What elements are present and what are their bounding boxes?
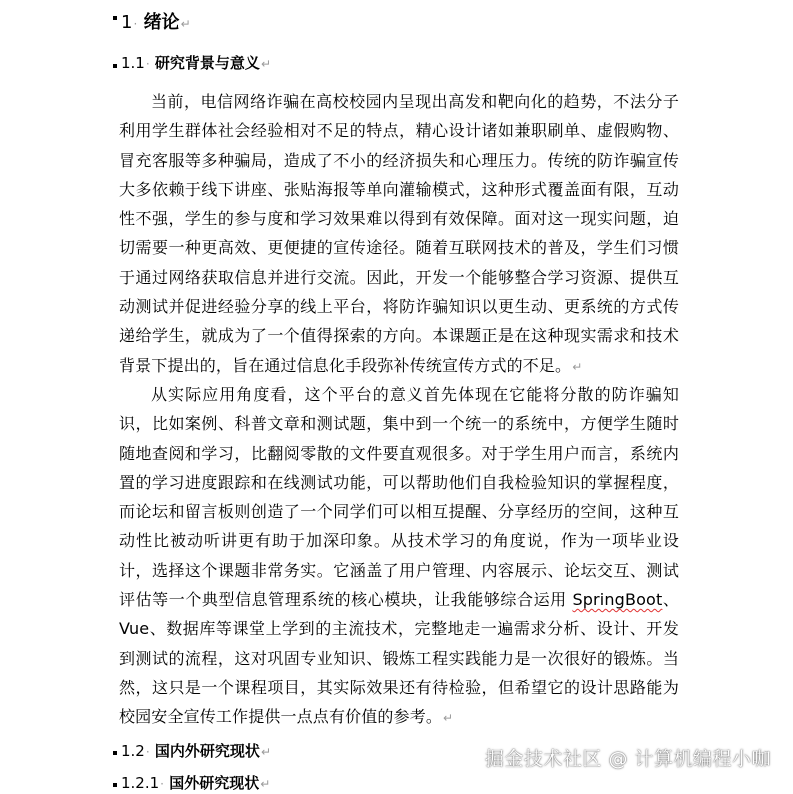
subsection-heading-foreign[interactable]: 1.2.1· 国外研究现状↵	[121, 774, 271, 792]
paragraph-mark-icon: ↵	[572, 359, 583, 374]
paragraph-text: 当前，电信网络诈骗在高校校园内呈现出高发和靶向化的趋势，不法分子利用学生群体社会经验相对不足的特点，精心设计诸如兼职刷单、虚假购物、冒充客服等多种骗局，造成了不小的经济损失和心理压力。传统的防诈骗宣传大多依赖于线下讲座、张贴海报等单向灌输模式，这种形式覆盖面有限，互动性不强，学生的参与度和学习效果难以得到有效保障。面对这一现实问题，迫切需要一种更高效、更便捷的宣传途径。随着互联网技术的普及，学生们习惯于通过网络获取信息并进行交流。因此，开发一个能够整合学习资源、提供互动测试并促进经验分享的线上平台，将防诈骗知识以更生动、更系统的方式传递给学生，就成为了一个值得探索的方向。本课题正是在这种现实需求和技术背景下提出的，旨在通过信息化手段弥补传统宣传方式的不足。	[119, 92, 679, 375]
paragraph-mark-icon: ↵	[260, 777, 271, 791]
chapter-number: 1	[121, 12, 133, 33]
heading-bullet	[113, 783, 117, 787]
section-number: 1.2	[121, 742, 145, 760]
section-heading-research[interactable]: 1.2· 国内外研究现状↵	[121, 742, 271, 760]
paragraph-mark-icon: ↵	[443, 711, 454, 726]
section-title: 国内外研究现状	[154, 742, 260, 760]
spellcheck-word[interactable]: SpringBoot	[572, 590, 663, 610]
subsection-title: 国外研究现状	[169, 774, 260, 792]
site-watermark: 掘金技术社区 @ 计算机编程小咖	[484, 748, 771, 770]
section-number: 1.1	[121, 54, 145, 72]
paragraph-text-after: 、Vue、数据库等课堂上学到的主流技术，完整地走一遍需求分析、设计、开发到测试的流程，这对巩固专业知识、锻炼工程实践能力是一次很好的锻炼。当然，这只是一个课程项目，其实际效果还有待检验，但希望它的设计思路能为校园安全宣传工作提供一点点有价值的参考。	[119, 590, 679, 727]
heading-bullet	[113, 16, 117, 20]
section-heading-background[interactable]: 1.1· 研究背景与意义↵	[121, 54, 271, 72]
body-paragraph-1[interactable]	[119, 87, 679, 382]
paragraph-mark-icon: ↵	[260, 745, 271, 759]
body-paragraph-2[interactable]	[119, 380, 679, 734]
chapter-title: 绪论	[143, 12, 180, 33]
chapter-heading[interactable]: 1· 绪论↵	[121, 12, 191, 33]
paragraph-mark-icon: ↵	[260, 57, 271, 71]
subsection-number: 1.2.1	[121, 774, 160, 792]
section-title: 研究背景与意义	[154, 54, 260, 72]
heading-bullet	[113, 751, 117, 755]
paragraph-mark-icon: ↵	[180, 17, 191, 31]
heading-bullet	[113, 64, 117, 68]
paragraph-text-before: 从实际应用角度看，这个平台的意义首先体现在它能将分散的防诈骗知识，比如案例、科普文章和测试题，集中到一个统一的系统中，方便学生随时随地查阅和学习，比翻阅零散的文件要直观很多。对于学生用户而言，系统内置的学习进度跟踪和在线测试功能，可以帮助他们自我检验知识的掌握程度，而论坛和留言板则创造了一个同学们可以相互提醒、分享经历的空间，这种互动性比被动听讲更有助于加深印象。从技术学习的角度说，作为一项毕业设计，选择这个课题非常务实。它涵盖了用户管理、内容展示、论坛交互、测试评估等一个典型信息管理系统的核心模块，让我能够综合运用	[119, 385, 679, 610]
